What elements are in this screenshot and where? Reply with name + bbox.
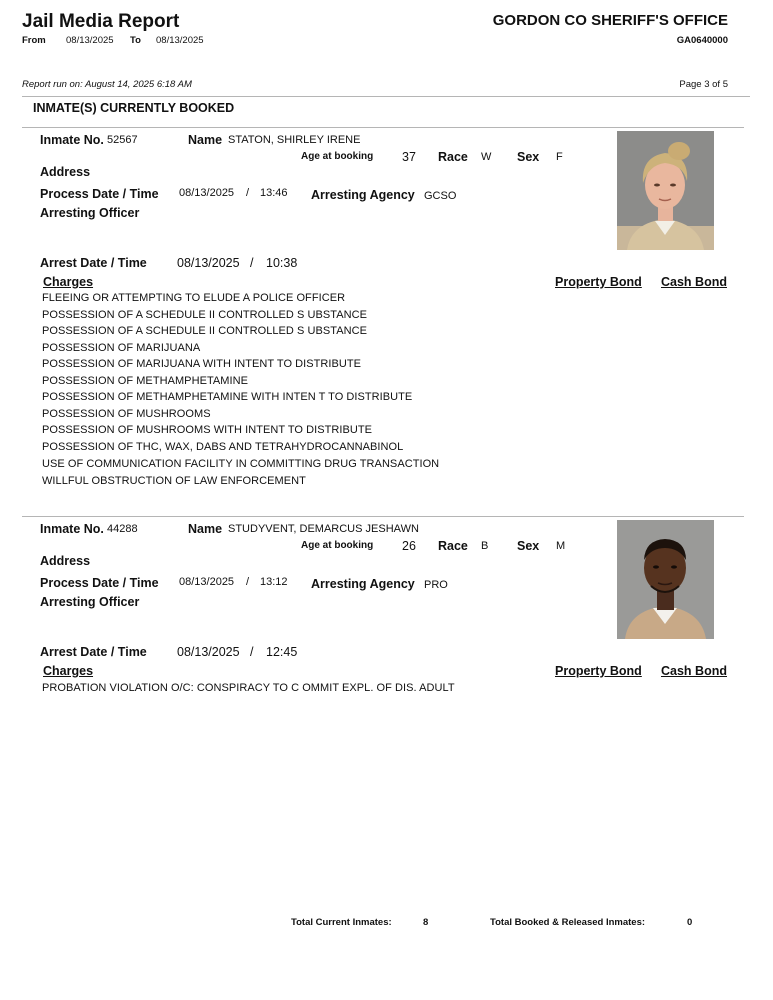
inmate-no-label: Inmate No. bbox=[40, 133, 104, 147]
page-number: Page 3 of 5 bbox=[679, 79, 728, 90]
agency-name: GORDON CO SHERIFF'S OFFICE bbox=[492, 12, 728, 29]
inmate-photo-image bbox=[617, 520, 714, 639]
arresting-agency-value: GCSO bbox=[424, 190, 457, 202]
arrest-slash: / bbox=[250, 645, 254, 659]
arresting-agency-label: Arresting Agency bbox=[311, 188, 415, 202]
sex-label: Sex bbox=[517, 539, 540, 553]
cash-bond-header: Cash Bond bbox=[661, 275, 727, 289]
process-time-value: 13:46 bbox=[260, 187, 288, 199]
age-value: 37 bbox=[402, 150, 416, 164]
from-date: 08/13/2025 bbox=[66, 35, 114, 46]
arrest-date-label: Arrest Date / Time bbox=[40, 256, 147, 270]
inmate-photo-image bbox=[617, 131, 714, 250]
inmate-photo bbox=[617, 520, 714, 639]
section-divider bbox=[22, 127, 744, 128]
inmate-no-value: 44288 bbox=[107, 523, 138, 535]
arrest-time-value: 10:38 bbox=[266, 256, 298, 270]
race-value: B bbox=[481, 540, 489, 552]
arrest-date-value: 08/13/2025 bbox=[177, 256, 240, 270]
charges-header: Charges bbox=[43, 664, 94, 678]
charge-item: POSSESSION OF THC, WAX, DABS AND TETRAHYDROCANNABINOL bbox=[42, 441, 404, 453]
arresting-officer-label: Arresting Officer bbox=[40, 595, 140, 609]
arrest-date-label: Arrest Date / Time bbox=[40, 645, 147, 659]
cash-bond-header: Cash Bond bbox=[661, 664, 727, 678]
age-value: 26 bbox=[402, 539, 416, 553]
charge-item: POSSESSION OF METHAMPHETAMINE WITH INTEN T TO DISTRIBUTE bbox=[42, 391, 413, 403]
process-time-value: 13:12 bbox=[260, 576, 288, 588]
charge-item: POSSESSION OF MARIJUANA bbox=[42, 342, 201, 354]
property-bond-header: Property Bond bbox=[555, 664, 642, 678]
from-label: From bbox=[22, 35, 46, 46]
sex-value: M bbox=[556, 540, 566, 552]
process-date-value: 08/13/2025 bbox=[179, 187, 235, 199]
charges-header: Charges bbox=[43, 275, 94, 289]
to-date: 08/13/2025 bbox=[156, 35, 204, 46]
record-divider bbox=[22, 516, 744, 517]
charge-item: POSSESSION OF MUSHROOMS bbox=[42, 408, 211, 420]
charge-item: PROBATION VIOLATION O/C: CONSPIRACY TO C OMMIT EXPL. OF DIS. ADULT bbox=[42, 682, 455, 694]
name-label: Name bbox=[188, 133, 223, 147]
age-label: Age at booking bbox=[301, 540, 374, 551]
process-date-label: Process Date / Time bbox=[40, 576, 159, 590]
name-value: STUDYVENT, DEMARCUS JESHAWN bbox=[228, 523, 419, 535]
name-label: Name bbox=[188, 522, 223, 536]
sex-label: Sex bbox=[517, 150, 540, 164]
report-run-on: Report run on: August 14, 2025 6:18 AM bbox=[22, 79, 192, 90]
sex-value: F bbox=[556, 151, 563, 163]
arrest-slash: / bbox=[250, 256, 254, 270]
race-label: Race bbox=[438, 150, 468, 164]
arresting-agency-label: Arresting Agency bbox=[311, 577, 415, 591]
report-title: Jail Media Report bbox=[22, 11, 180, 32]
section-title: INMATE(S) CURRENTLY BOOKED bbox=[33, 101, 235, 115]
race-value: W bbox=[481, 151, 492, 163]
total-current-label: Total Current Inmates: bbox=[291, 917, 392, 928]
process-date-value: 08/13/2025 bbox=[179, 576, 235, 588]
charge-item: USE OF COMMUNICATION FACILITY IN COMMITTING DRUG TRANSACTION bbox=[42, 458, 440, 470]
charge-item: POSSESSION OF A SCHEDULE II CONTROLLED S UBSTANCE bbox=[42, 309, 367, 321]
arresting-agency-value: PRO bbox=[424, 579, 448, 591]
charge-item: POSSESSION OF MARIJUANA WITH INTENT TO DISTRIBUTE bbox=[42, 358, 362, 370]
total-booked-released-label: Total Booked & Released Inmates: bbox=[490, 917, 646, 928]
charge-item: POSSESSION OF A SCHEDULE II CONTROLLED S UBSTANCE bbox=[42, 325, 367, 337]
process-slash: / bbox=[246, 576, 250, 588]
to-label: To bbox=[130, 35, 141, 46]
arresting-officer-label: Arresting Officer bbox=[40, 206, 140, 220]
total-current-value: 8 bbox=[423, 917, 429, 928]
total-booked-released-value: 0 bbox=[687, 917, 693, 928]
charge-item: WILLFUL OBSTRUCTION OF LAW ENFORCEMENT bbox=[42, 475, 306, 487]
property-bond-header: Property Bond bbox=[555, 275, 642, 289]
inmate-photo bbox=[617, 131, 714, 250]
address-label: Address bbox=[40, 165, 91, 179]
charge-item: POSSESSION OF MUSHROOMS WITH INTENT TO DISTRIBUTE bbox=[42, 424, 373, 436]
arrest-date-value: 08/13/2025 bbox=[177, 645, 240, 659]
charge-item: POSSESSION OF METHAMPHETAMINE bbox=[42, 375, 248, 387]
agency-ori: GA0640000 bbox=[676, 35, 728, 46]
process-date-label: Process Date / Time bbox=[40, 187, 159, 201]
address-label: Address bbox=[40, 554, 91, 568]
process-slash: / bbox=[246, 187, 250, 199]
inmate-no-label: Inmate No. bbox=[40, 522, 104, 536]
charge-item: FLEEING OR ATTEMPTING TO ELUDE A POLICE OFFICER bbox=[42, 292, 346, 304]
name-value: STATON, SHIRLEY IRENE bbox=[228, 134, 361, 146]
inmate-no-value: 52567 bbox=[107, 134, 138, 146]
header-divider bbox=[22, 96, 750, 97]
arrest-time-value: 12:45 bbox=[266, 645, 298, 659]
race-label: Race bbox=[438, 539, 468, 553]
age-label: Age at booking bbox=[301, 151, 374, 162]
